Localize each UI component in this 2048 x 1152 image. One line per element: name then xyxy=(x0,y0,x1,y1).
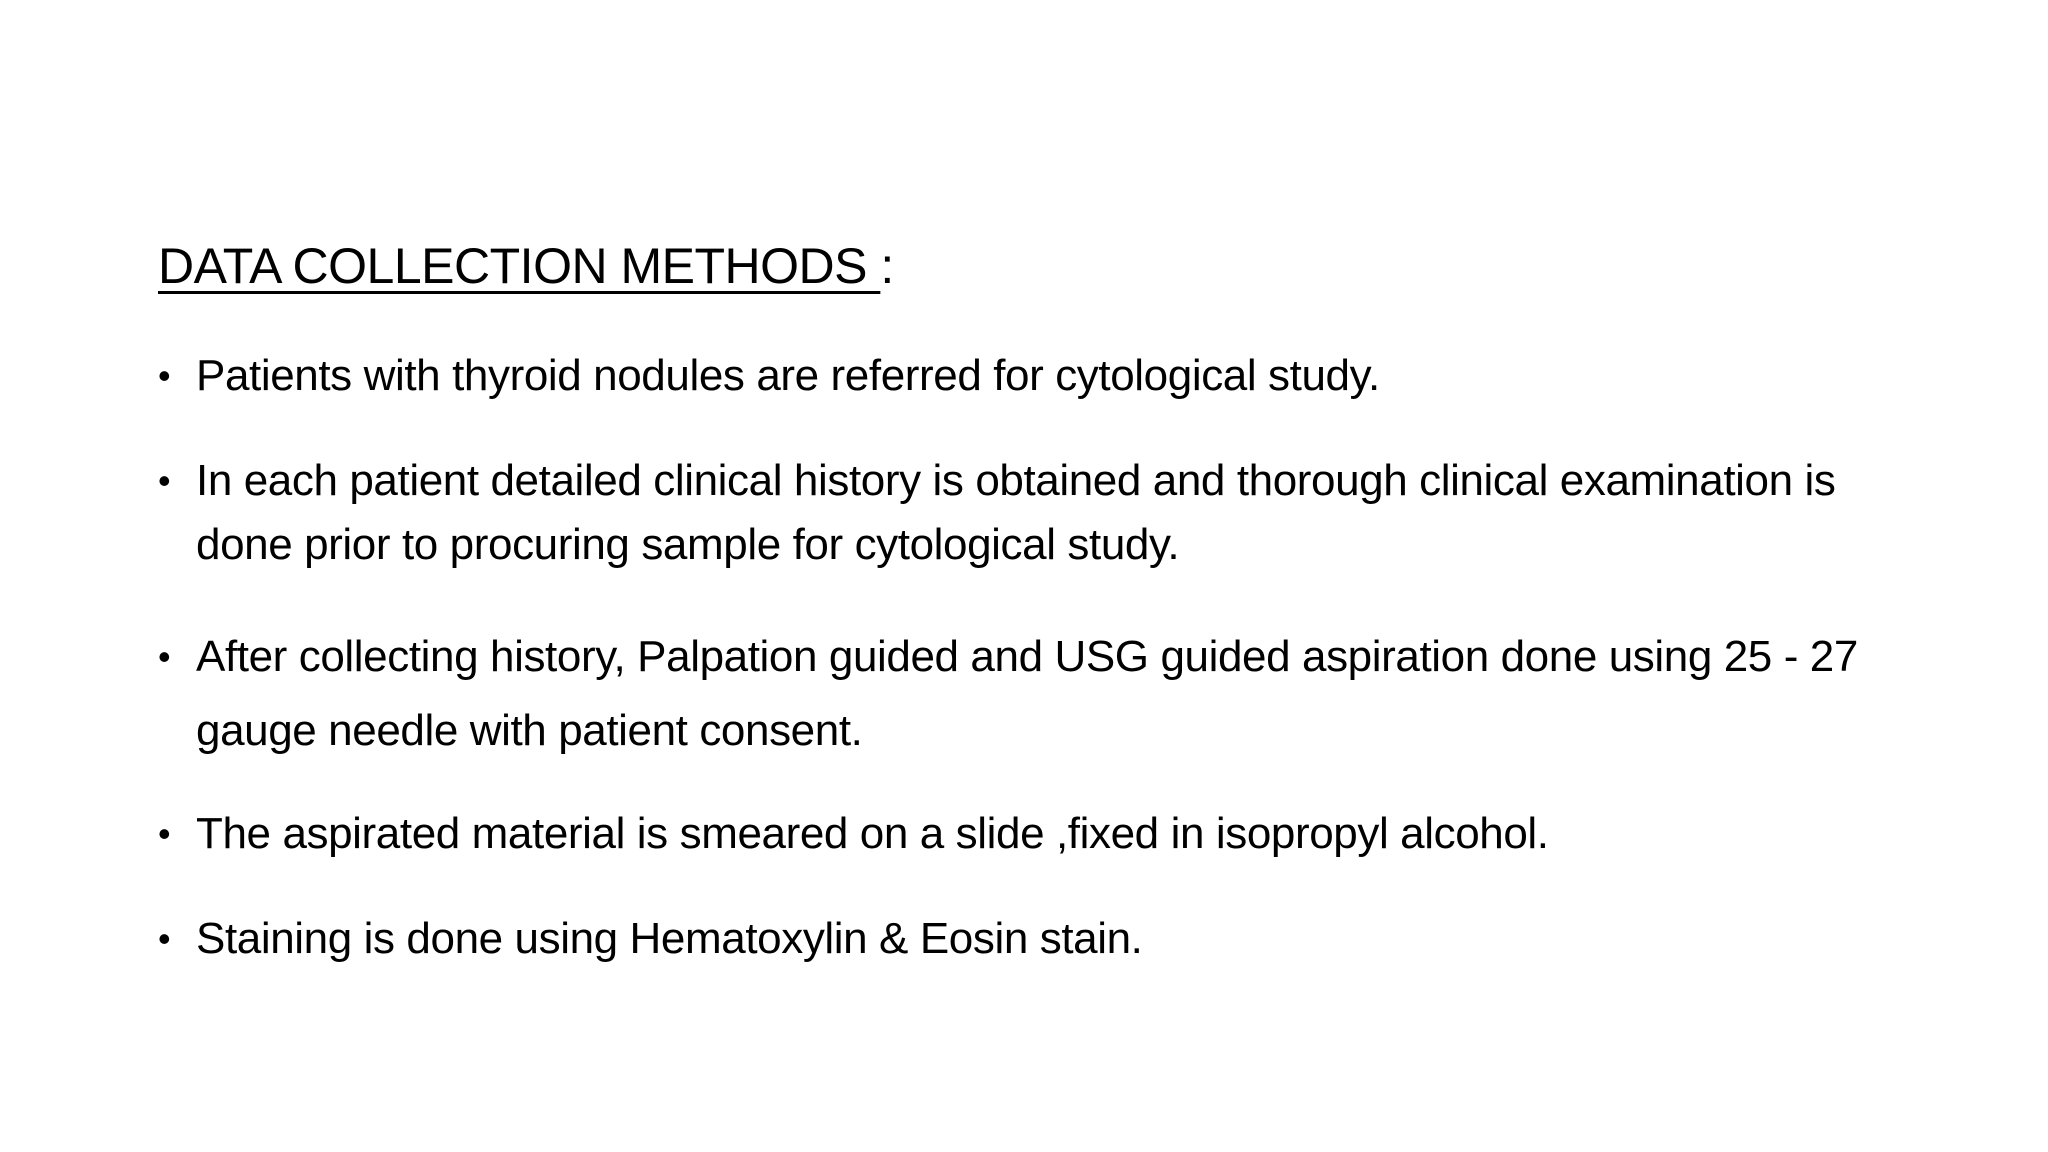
heading-title: DATA COLLECTION METHODS xyxy=(158,238,881,294)
bullet-item xyxy=(158,620,1918,768)
bullet-text: Patients with thyroid nodules are referred for cytological study. xyxy=(196,351,1380,400)
bullet-item xyxy=(158,449,1918,577)
heading-colon: : xyxy=(880,238,894,294)
bullet-marker-icon: • xyxy=(158,355,171,396)
bullet-marker-icon: • xyxy=(158,636,171,677)
bullet-item xyxy=(158,907,1918,971)
bullet-text: After collecting history, Palpation guided and USG guided aspiration done using 25 - 27 gauge needle with patient consent. xyxy=(196,632,1858,755)
bullet-text: Staining is done using Hematoxylin & Eosin stain. xyxy=(196,914,1143,963)
slide-heading xyxy=(158,236,894,296)
bullet-text: The aspirated material is smeared on a slide ,fixed in isopropyl alcohol. xyxy=(196,809,1549,858)
bullet-marker-icon: • xyxy=(158,460,171,501)
bullet-marker-icon: • xyxy=(158,813,171,854)
bullet-item xyxy=(158,802,1918,866)
bullet-text: In each patient detailed clinical history is obtained and thorough clinical examination is done prior to procuring sample for cytological study. xyxy=(196,456,1836,569)
bullet-item xyxy=(158,344,1918,408)
bullet-marker-icon: • xyxy=(158,918,171,959)
